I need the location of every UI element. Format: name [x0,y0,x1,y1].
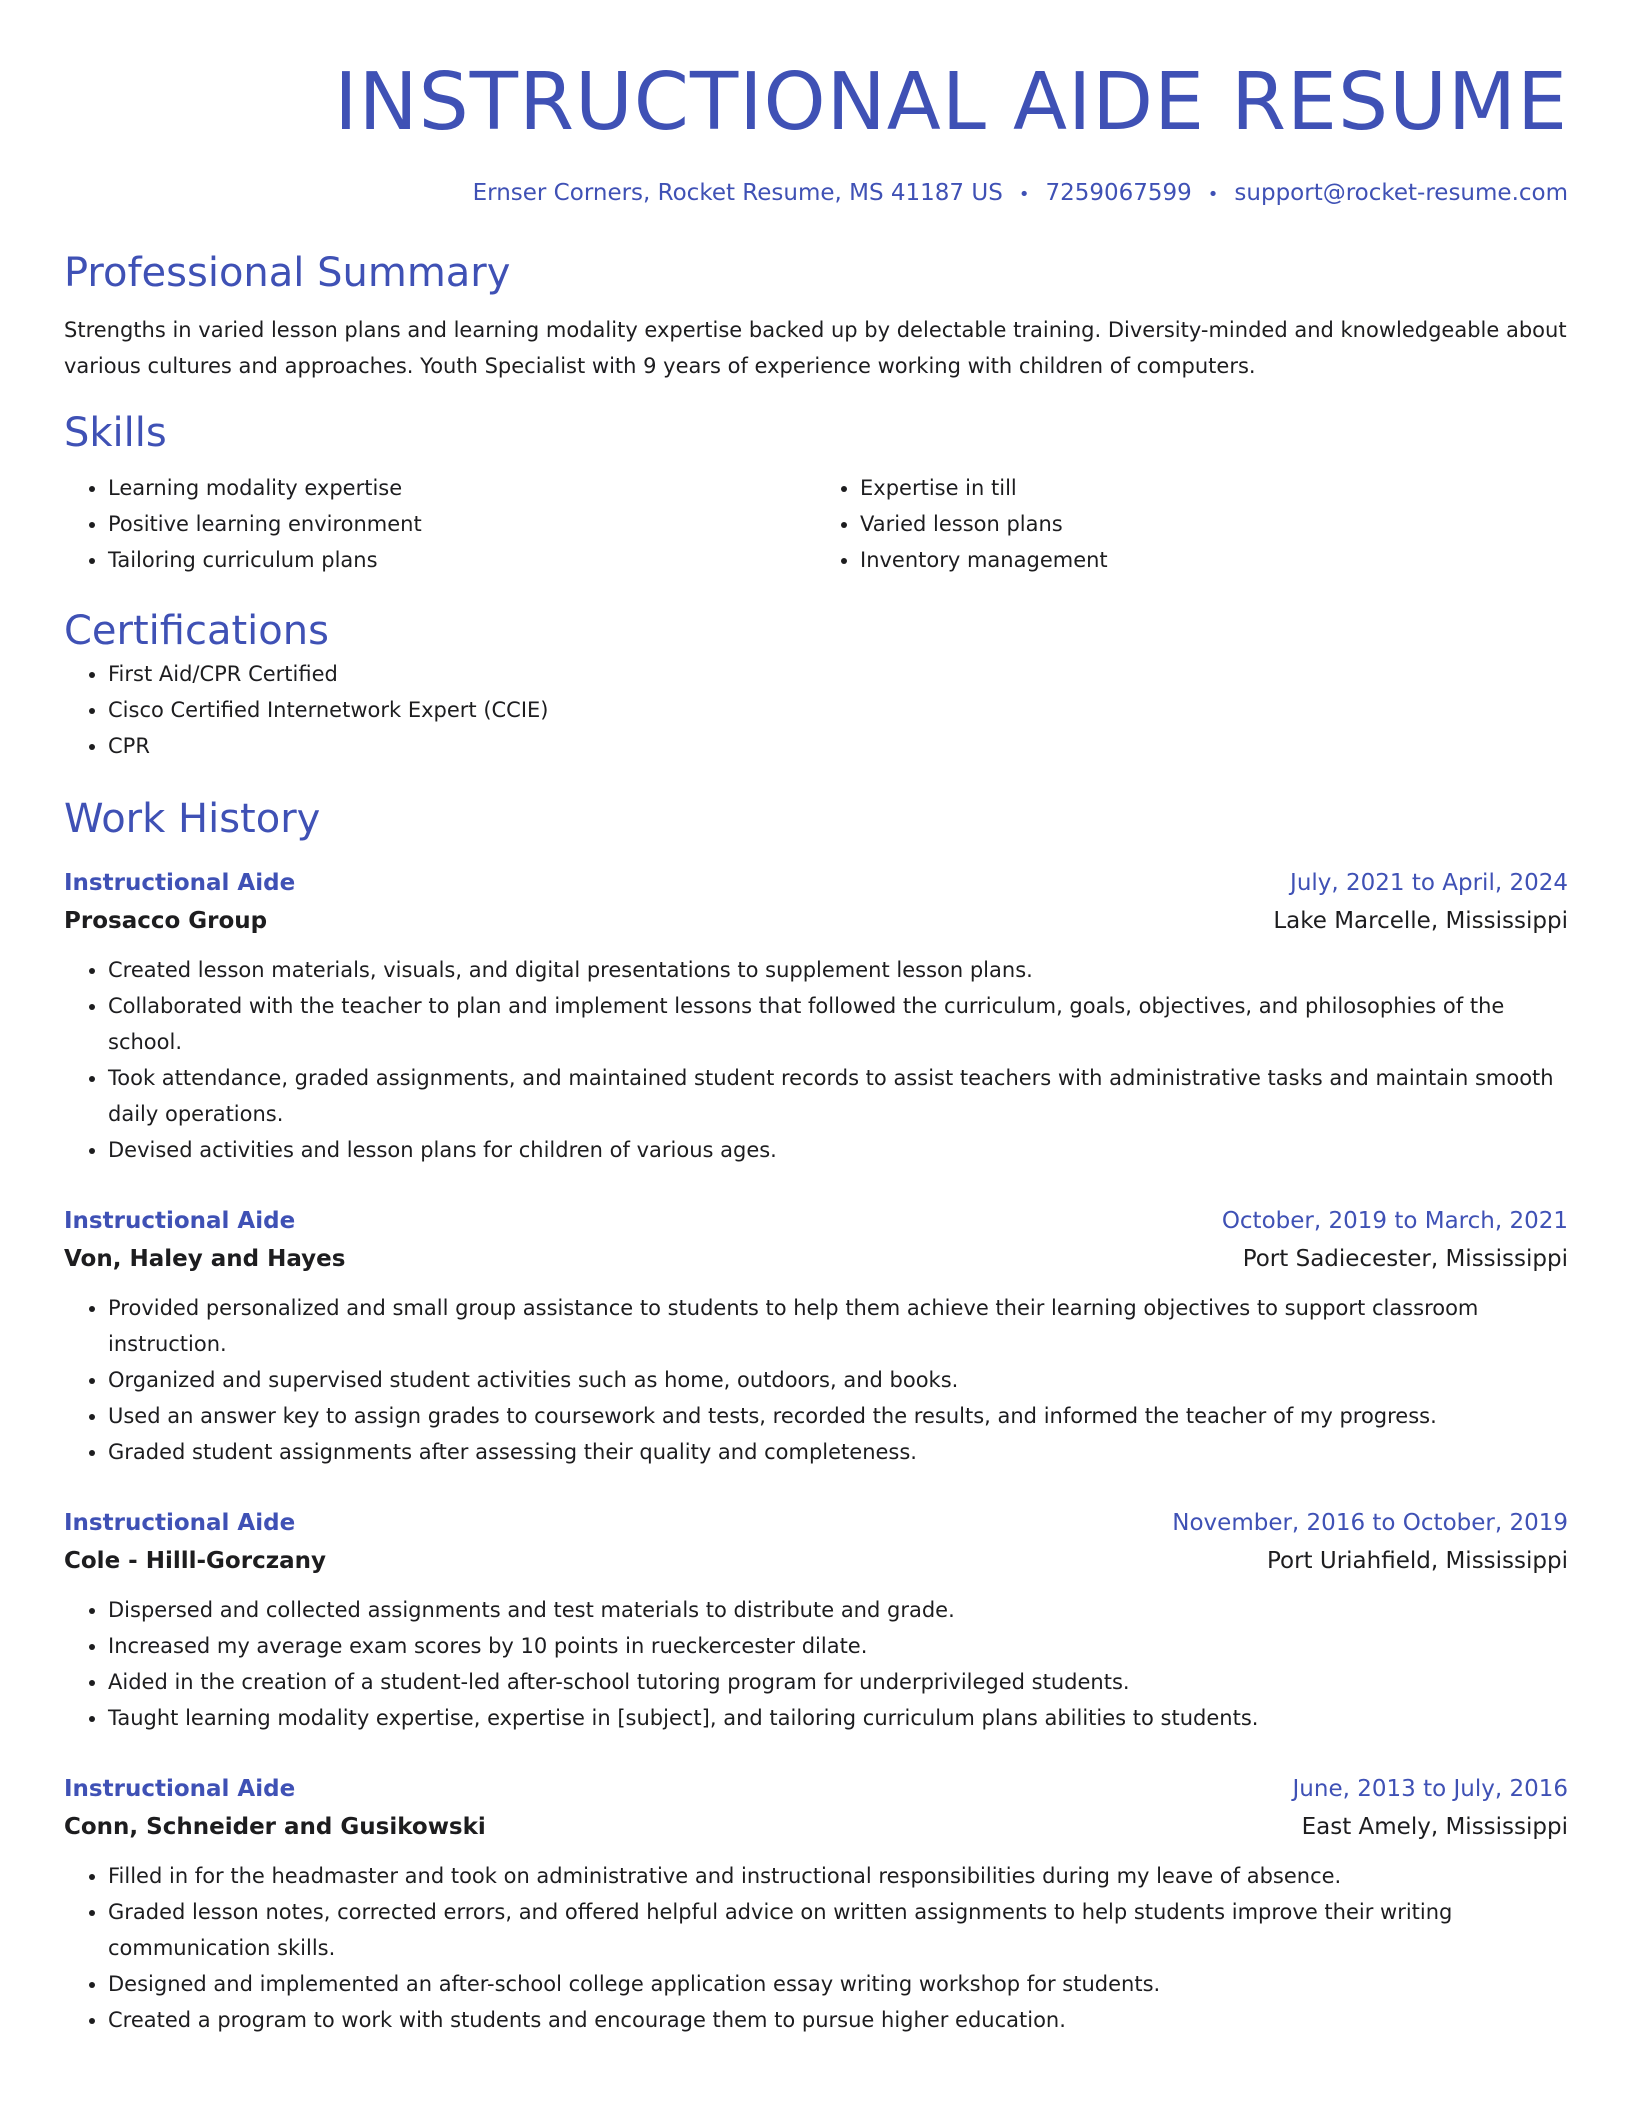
job-duty: • Increased my average exam scores by 10 points in rueckercester dilate. [108,1628,1568,1664]
certification-item: • Cisco Certified Internetwork Expert (CCIE) [108,692,1568,728]
job-location: East Amely, Mississippi [1301,1814,1568,1840]
job-duties-list [64,1290,1568,1470]
contact-phone: 7259067599 [1045,180,1192,206]
contact-email[interactable]: support@rocket-resume.com [1234,180,1568,206]
job-duty: • Filled in for the headmaster and took on administrative and instructional responsibilities during my leave of absence. [108,1858,1568,1894]
job-duty: • Took attendance, graded assignments, and maintained student records to assist teachers with administrative tasks and maintain smooth daily operations. [108,1060,1568,1132]
certifications-list [64,656,1568,764]
work-history-heading: Work History [64,796,321,842]
certifications-heading: Certifications [64,608,329,654]
certification-item: • CPR [108,728,1568,764]
summary-section [64,248,1568,384]
certification-item: • First Aid/CPR Certified [108,656,1568,692]
job-company: Prosacco Group [64,908,268,934]
job-company: Cole - Hilll-Gorczany [64,1548,326,1574]
job-duty: • Graded lesson notes, corrected errors, and offered helpful advice on written assignments to help students improve their writing communication skills. [108,1894,1568,1966]
job-location: Port Uriahfield, Mississippi [1266,1548,1568,1574]
skills-grid [64,470,1568,578]
contact-line [64,178,1568,210]
job-company: Conn, Schneider and Gusikowski [64,1814,486,1840]
summary-heading: Professional Summary [64,250,511,296]
job-duty: • Aided in the creation of a student-led after-school tutoring program for underprivileged students. [108,1664,1568,1700]
job-duty: • Graded student assignments after assessing their quality and completeness. [108,1434,1568,1470]
job-duty: • Created lesson materials, visuals, and digital presentations to supplement lesson plans. [108,952,1568,988]
job-duty: • Designed and implemented an after-school college application essay writing workshop for students. [108,1966,1568,2002]
job-entry [64,864,1568,1168]
job-company: Von, Haley and Hayes [64,1246,346,1272]
job-entry [64,1202,1568,1470]
job-duty: • Provided personalized and small group assistance to students to help them achieve their learning objectives to support classroom instruction. [108,1290,1568,1362]
job-duty: • Devised activities and lesson plans for children of various ages. [108,1132,1568,1168]
contact-separator: • [1207,184,1219,205]
certifications-section [64,606,1568,764]
contact-separator: • [1018,184,1030,205]
job-duties-list [64,952,1568,1168]
job-dates: July, 2021 to April, 2024 [1290,870,1568,896]
job-dates: October, 2019 to March, 2021 [1221,1208,1568,1234]
job-duties-list [64,1592,1568,1736]
job-duty: • Used an answer key to assign grades to coursework and tests, recorded the results, and informed the teacher of my progress. [108,1398,1568,1434]
skill-item: • Expertise in till [860,470,1568,506]
job-duties-list [64,1858,1568,2038]
job-duty: • Organized and supervised student activities such as home, outdoors, and books. [108,1362,1568,1398]
skills-left-list [64,470,816,578]
job-duty: • Taught learning modality expertise, expertise in [subject], and tailoring curriculum plans abilities to students. [108,1700,1568,1736]
job-dates: June, 2013 to July, 2016 [1292,1776,1568,1802]
skill-item: • Tailoring curriculum plans [108,542,816,578]
summary-text: Strengths in varied lesson plans and learning modality expertise backed up by delectable training. Diversity-minded and knowledgeable about various cultures and approaches. Youth Specialist with 9 years of experience working with children of computers. [64,318,1567,378]
skill-item: • Learning modality expertise [108,470,816,506]
resume-header [64,0,1568,210]
job-duty: • Dispersed and collected assignments and test materials to distribute and grade. [108,1592,1568,1628]
job-role: Instructional Aide [64,870,296,896]
skills-heading: Skills [64,410,167,456]
skill-item: • Varied lesson plans [860,506,1568,542]
skills-section [64,408,1568,578]
job-role: Instructional Aide [64,1776,296,1802]
contact-address: Ernser Corners, Rocket Resume, MS 41187 US [472,180,1003,206]
job-entry [64,1504,1568,1736]
job-location: Lake Marcelle, Mississippi [1273,908,1568,934]
skills-right-list [816,470,1568,578]
job-duty: • Created a program to work with students and encourage them to pursue higher education. [108,2002,1568,2038]
work-history-section [64,794,1568,2038]
job-role: Instructional Aide [64,1208,296,1234]
job-entry [64,1770,1568,2038]
resume-title: INSTRUCTIONAL AIDE RESUME [334,56,1568,148]
skill-item: • Positive learning environment [108,506,816,542]
job-dates: November, 2016 to October, 2019 [1172,1510,1568,1536]
job-duty: • Collaborated with the teacher to plan and implement lessons that followed the curriculum, goals, objectives, and philosophies of the school. [108,988,1568,1060]
job-role: Instructional Aide [64,1510,296,1536]
job-location: Port Sadiecester, Mississippi [1242,1246,1568,1272]
skill-item: • Inventory management [860,542,1568,578]
